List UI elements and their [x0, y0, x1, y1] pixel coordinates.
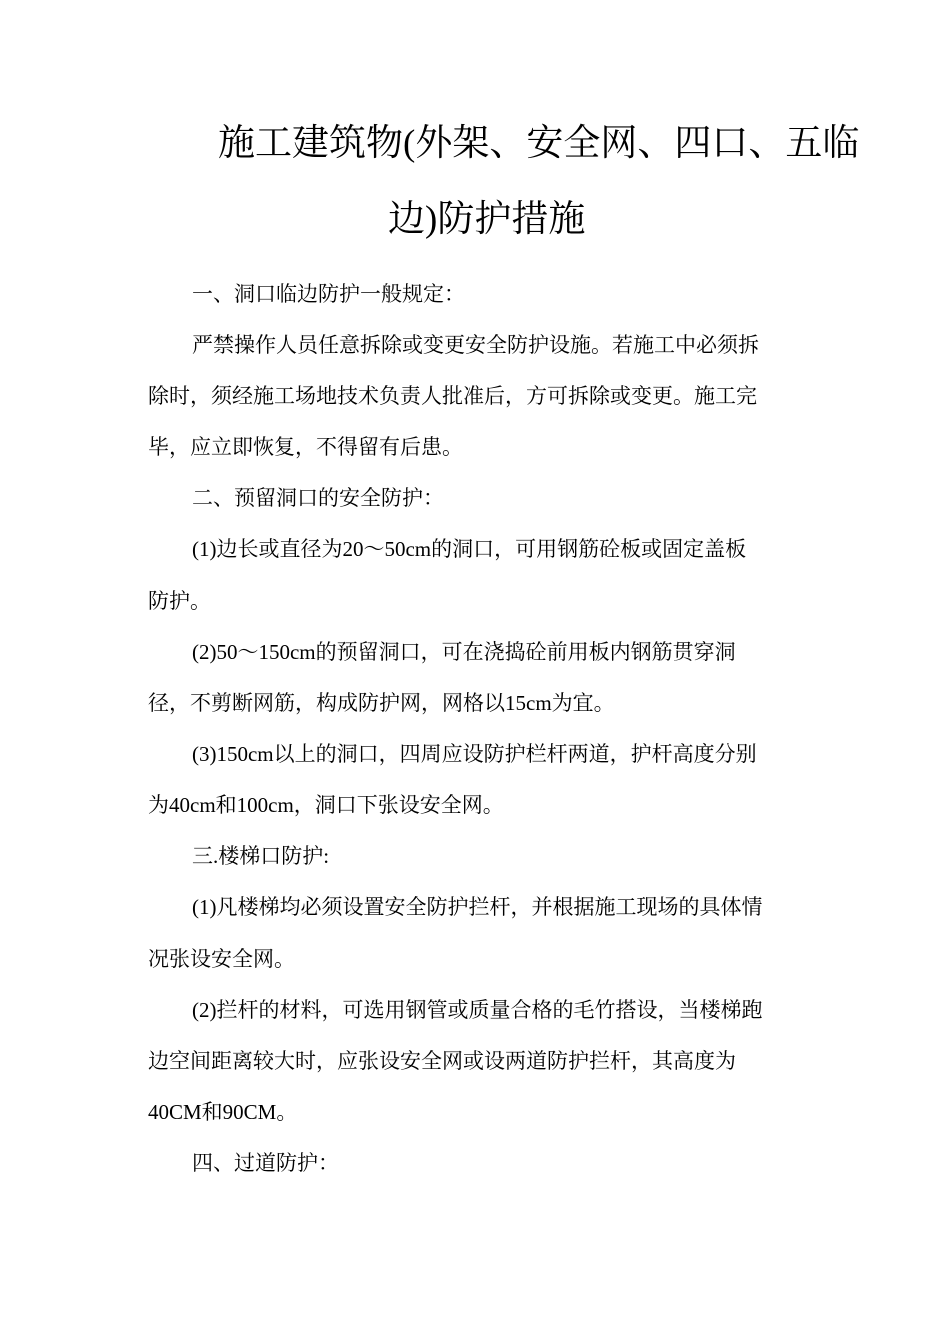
paragraph-line: 防护。 [148, 589, 211, 613]
paragraph-line: (1)凡楼梯均必须设置安全防护拦杆，并根据施工现场的具体情 [192, 895, 763, 919]
section-heading-3: 三.楼梯口防护: [192, 844, 330, 868]
paragraph-line: 径，不剪断网筋，构成防护网，网格以15cm为宜。 [148, 691, 615, 715]
section-heading-4: 四、过道防护： [192, 1151, 339, 1175]
section-heading-1: 一、洞口临边防护一般规定： [192, 282, 465, 306]
document-title-line-1: 施工建筑物(外架、安全网、四口、五临 [218, 123, 860, 164]
paragraph-line: (3)150cm以上的洞口，四周应设防护栏杆两道，护杆高度分别 [192, 742, 757, 766]
paragraph-line: (1)边长或直径为20～50cm的洞口，可用钢筋砼板或固定盖板 [192, 537, 747, 561]
paragraph-line: 40CM和90CM。 [148, 1100, 298, 1124]
section-heading-2: 二、预留洞口的安全防护： [192, 486, 444, 510]
paragraph-line: 边空间距离较大时，应张设安全网或设两道防护拦杆，其高度为 [148, 1049, 736, 1073]
paragraph-line: 严禁操作人员任意拆除或变更安全防护设施。若施工中必须拆 [192, 333, 759, 357]
paragraph-line: 毕，应立即恢复，不得留有后患。 [148, 435, 463, 459]
paragraph-line: 况张设安全网。 [148, 947, 295, 971]
document-title-line-2: 边)防护措施 [388, 199, 586, 240]
paragraph-line: (2)拦杆的材料，可选用钢管或质量合格的毛竹搭设，当楼梯跑 [192, 998, 763, 1022]
paragraph-line: (2)50～150cm的预留洞口，可在浇捣砼前用板内钢筋贯穿洞 [192, 640, 736, 664]
paragraph-line: 除时，须经施工场地技术负责人批准后，方可拆除或变更。施工完 [148, 384, 757, 408]
paragraph-line: 为40cm和100cm，洞口下张设安全网。 [148, 793, 504, 817]
